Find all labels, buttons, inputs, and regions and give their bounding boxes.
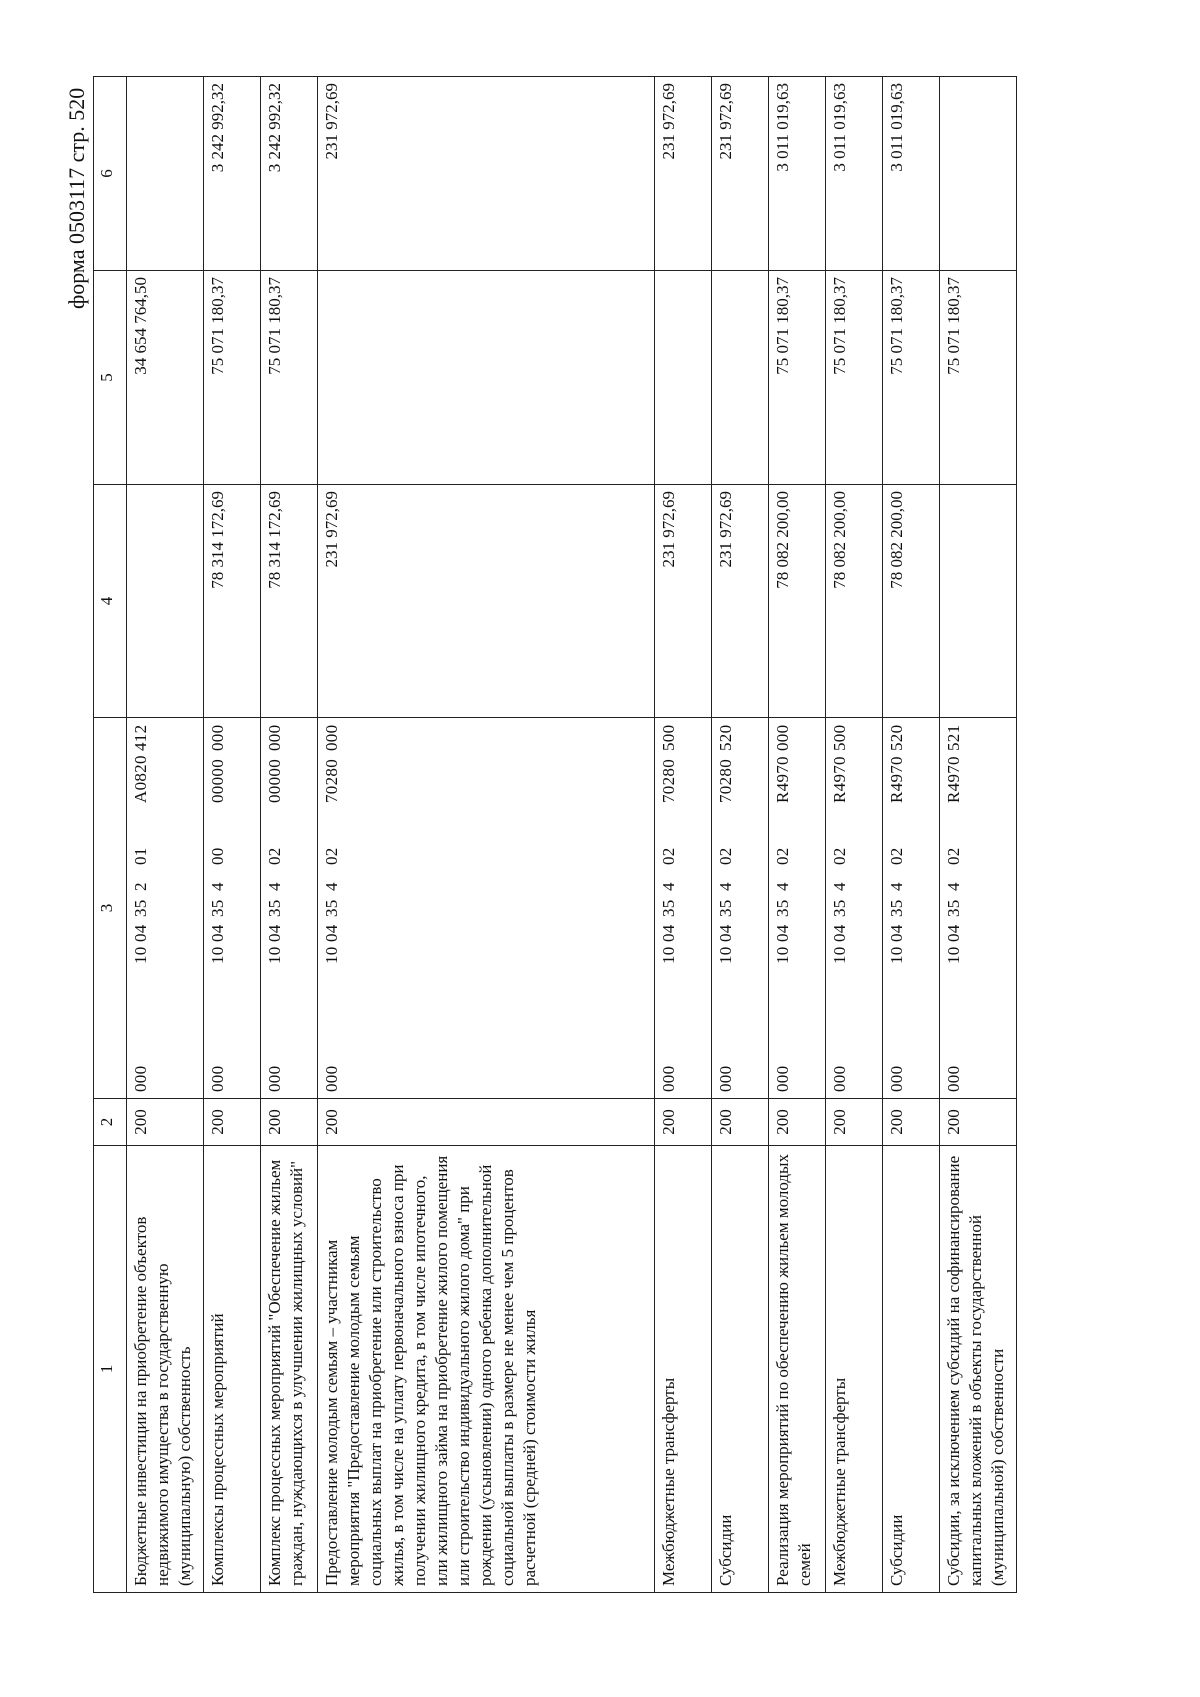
code-part: 35 [322,899,341,917]
row-line-code: 200 [127,1099,204,1146]
row-unexecuted-amount [940,77,1017,271]
code-part: 00000 [208,759,227,803]
code-part: 500 [830,724,849,751]
row-approved-amount: 78 314 172,69 [261,485,318,718]
code-part: 04 [887,924,906,942]
code-part: 4 [659,882,678,891]
row-unexecuted-amount [127,77,204,271]
code-part: 35 [830,899,849,917]
header-col-4: 4 [94,485,127,718]
code-part: 2 [131,882,150,891]
row-unexecuted-amount: 231 972,69 [318,77,655,271]
code-part: 10 [322,946,341,964]
code-part: 000 [773,1065,792,1092]
code-part: 04 [773,924,792,942]
header-row [94,77,127,1593]
code-part: 520 [887,724,906,751]
row-approved-amount [127,485,204,718]
code-part: 04 [830,924,849,942]
code-part: 4 [830,882,849,891]
row-line-code: 200 [940,1099,1017,1146]
code-part: 35 [716,899,735,917]
row-name: Субсидии, за исключением субсидий на софинансирование капитальных вложений в объекты государственной (муниципальной) собственности [940,1146,1017,1593]
code-part: 000 [208,724,227,751]
code-part: 4 [773,882,792,891]
code-part: 000 [716,1065,735,1092]
code-part: 35 [265,899,284,917]
code-part: 000 [322,1065,341,1092]
code-part: 70280 [716,759,735,803]
row-executed-amount [655,271,712,485]
row-name: Бюджетные инвестиции на приобретение объектов недвижимого имущества в государственную (муниципальную) собственность [127,1146,204,1593]
row-unexecuted-amount: 3 242 992,32 [261,77,318,271]
code-part: 412 [131,724,150,751]
code-part: 04 [944,924,963,942]
row-executed-amount [712,271,769,485]
table-row [318,77,655,1593]
row-name: Субсидии [712,1146,769,1593]
code-part: 000 [322,724,341,751]
code-part: 10 [944,946,963,964]
code-part: 4 [208,882,227,891]
code-part: 10 [208,946,227,964]
code-part: 02 [265,847,284,865]
row-unexecuted-amount: 3 011 019,63 [769,77,826,271]
table-row [261,77,318,1593]
row-approved-amount: 78 082 200,00 [826,485,883,718]
row-line-code: 200 [261,1099,318,1146]
code-part: 04 [208,924,227,942]
header-col-3: 3 [94,718,127,1099]
row-name: Комплекс процессных мероприятий "Обеспечение жильем граждан, нуждающихся в улучшении жилищных условий" [261,1146,318,1593]
code-part: 4 [265,882,284,891]
code-part: 02 [830,847,849,865]
row-line-code: 200 [318,1099,655,1146]
code-part: 4 [944,882,963,891]
row-unexecuted-amount: 231 972,69 [712,77,769,271]
row-line-code: 200 [826,1099,883,1146]
code-part: 10 [265,946,284,964]
row-approved-amount: 231 972,69 [712,485,769,718]
table-row [655,77,712,1593]
code-part: 10 [773,946,792,964]
row-executed-amount: 75 071 180,37 [204,271,261,485]
row-unexecuted-amount: 3 011 019,63 [826,77,883,271]
code-part: 04 [131,924,150,942]
code-part: 02 [322,847,341,865]
table-row [204,77,261,1593]
row-budget-code [769,718,826,1099]
code-part: 01 [131,847,150,865]
code-part: 04 [265,924,284,942]
header-col-5: 5 [94,271,127,485]
code-part: 35 [659,899,678,917]
table-row [769,77,826,1593]
row-approved-amount: 231 972,69 [655,485,712,718]
report-table [93,76,1017,1593]
row-line-code: 200 [769,1099,826,1146]
code-part: 04 [716,924,735,942]
table-row [127,77,204,1593]
header-col-1: 1 [94,1146,127,1593]
code-part: 500 [659,724,678,751]
code-part: 000 [131,1065,150,1092]
row-budget-code [883,718,940,1099]
code-part: 02 [773,847,792,865]
code-part: R4970 [830,756,849,803]
row-approved-amount [940,485,1017,718]
code-part: 10 [131,946,150,964]
row-executed-amount: 75 071 180,37 [769,271,826,485]
row-budget-code [261,718,318,1099]
row-executed-amount [318,271,655,485]
code-part: 10 [830,946,849,964]
code-part: 4 [716,882,735,891]
code-part: 35 [131,899,150,917]
header-col-2: 2 [94,1099,127,1146]
table-row [883,77,940,1593]
row-budget-code [655,718,712,1099]
table-row [826,77,883,1593]
row-unexecuted-amount: 231 972,69 [655,77,712,271]
row-executed-amount: 75 071 180,37 [826,271,883,485]
code-part: 00000 [265,759,284,803]
row-executed-amount: 75 071 180,37 [883,271,940,485]
code-part: 10 [716,946,735,964]
row-budget-code [204,718,261,1099]
code-part: 520 [716,724,735,751]
row-unexecuted-amount: 3 242 992,32 [204,77,261,271]
row-line-code: 200 [883,1099,940,1146]
code-part: R4970 [887,756,906,803]
row-line-code: 200 [712,1099,769,1146]
code-part: 35 [208,899,227,917]
row-budget-code [940,718,1017,1099]
row-executed-amount: 34 654 764,50 [127,271,204,485]
row-name: Предоставление молодым семьям – участникам мероприятия "Предоставление молодым семьям социальных выплат на приобретение или строительство жилья, в том числе на уплату первоначального взноса при получении жилищного кредита, в том числе ипотечного, или жилищного займа на приобретение жилого помещения или строительство индивидуального жилого дома" при рождении (усыновлении) одного ребенка дополнительной социальной выплаты в размере не менее чем 5 процентов расчетной (средней) стоимости жилья [318,1146,655,1593]
code-part: 04 [659,924,678,942]
row-approved-amount: 78 082 200,00 [769,485,826,718]
row-budget-code [318,718,655,1099]
row-line-code: 200 [655,1099,712,1146]
row-approved-amount: 231 972,69 [318,485,655,718]
row-budget-code [826,718,883,1099]
code-part: A0820 [131,755,150,803]
code-part: 04 [322,924,341,942]
code-part: 4 [887,882,906,891]
row-budget-code [712,718,769,1099]
code-part: 00 [208,847,227,865]
row-name: Реализация мероприятий по обеспечению жильем молодых семей [769,1146,826,1593]
row-executed-amount: 75 071 180,37 [261,271,318,485]
code-part: 000 [944,1065,963,1092]
code-part: 35 [773,899,792,917]
code-part: 10 [659,946,678,964]
code-part: 02 [887,847,906,865]
code-part: R4970 [944,756,963,803]
form-label: форма 0503117 стр. 520 [64,87,89,309]
code-part: 000 [265,724,284,751]
row-approved-amount: 78 314 172,69 [204,485,261,718]
code-part: 70280 [322,759,341,803]
row-approved-amount: 78 082 200,00 [883,485,940,718]
row-line-code: 200 [204,1099,261,1146]
code-part: 70280 [659,759,678,803]
row-name: Межбюджетные трансферты [826,1146,883,1593]
code-part: 10 [887,946,906,964]
row-name: Межбюджетные трансферты [655,1146,712,1593]
code-part: 02 [659,847,678,865]
row-name: Комплексы процессных мероприятий [204,1146,261,1593]
code-part: 521 [944,724,963,751]
code-part: 000 [208,1065,227,1092]
row-executed-amount: 75 071 180,37 [940,271,1017,485]
row-unexecuted-amount: 3 011 019,63 [883,77,940,271]
table-row [940,77,1017,1593]
table-row [712,77,769,1593]
code-part: 35 [887,899,906,917]
header-col-6: 6 [94,77,127,271]
code-part: 000 [830,1065,849,1092]
code-part: R4970 [773,756,792,803]
code-part: 02 [944,847,963,865]
code-part: 02 [716,847,735,865]
code-part: 000 [887,1065,906,1092]
code-part: 35 [944,899,963,917]
code-part: 4 [322,882,341,891]
row-budget-code [127,718,204,1099]
code-part: 000 [659,1065,678,1092]
code-part: 000 [773,724,792,751]
code-part: 000 [265,1065,284,1092]
row-name: Субсидии [883,1146,940,1593]
